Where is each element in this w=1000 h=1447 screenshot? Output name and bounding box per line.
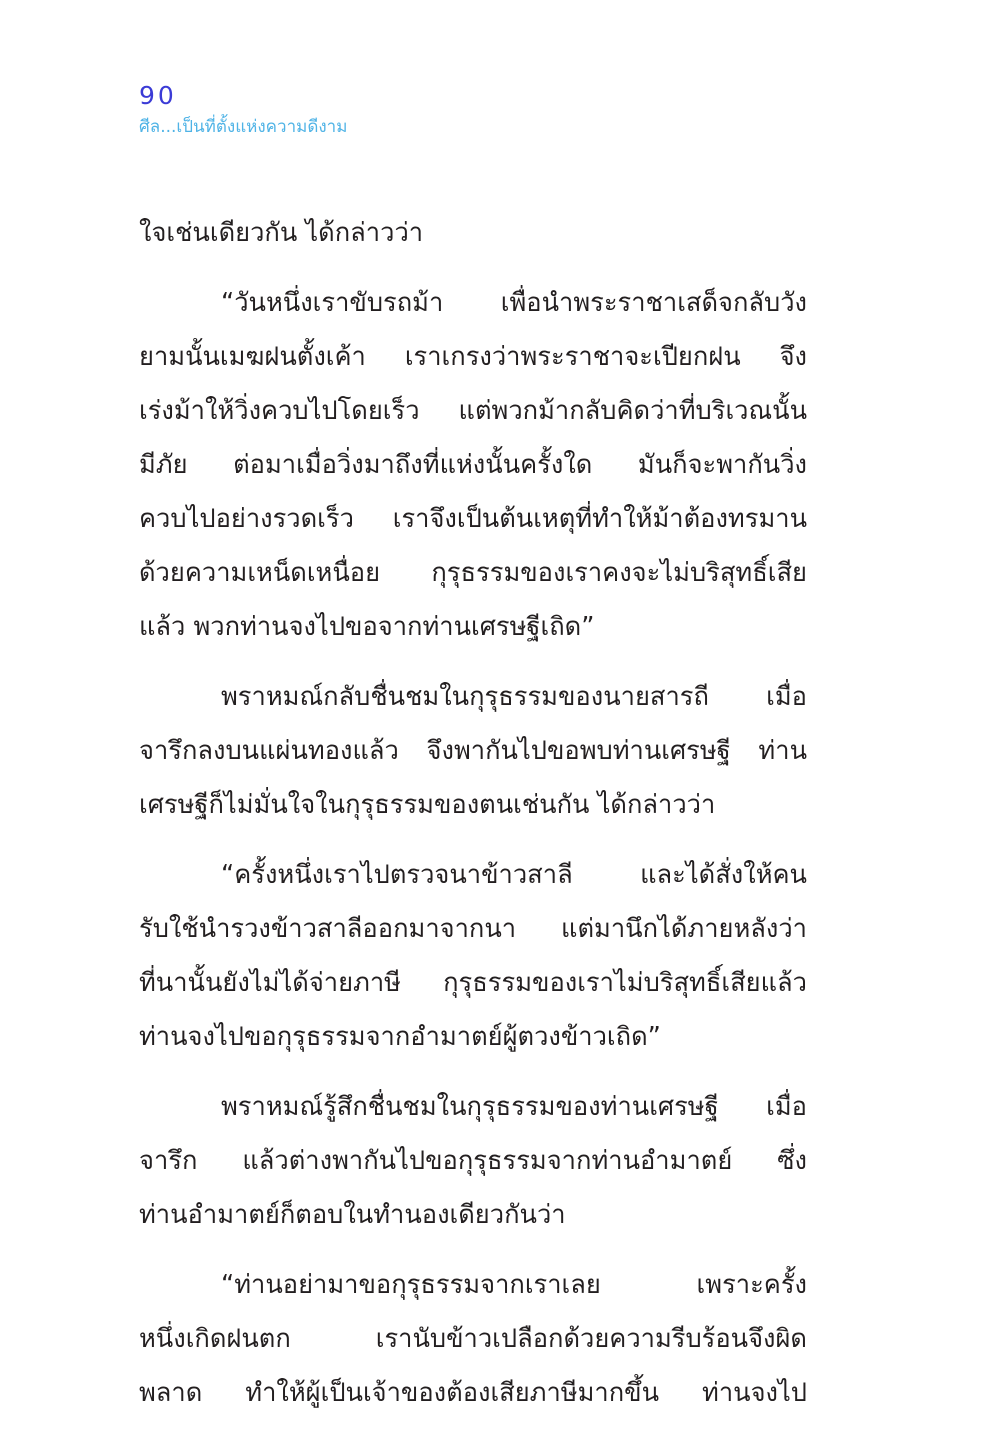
body-text: [139, 206, 807, 1420]
text-line: “ครั้งหนึ่งเราไปตรวจนาข้าวสาลี และได้สั่งให้คน: [221, 860, 807, 890]
text-line: หนึ่งเกิดฝนตก เรานับข้าวเปลือกด้วยความรีบร้อนจึงผิด: [139, 1324, 807, 1354]
running-title: ศีล...เป็นที่ตั้งแห่งความดีงาม: [139, 117, 348, 137]
text-line: ท่านจงไปขอกุรุธรรมจากอำมาตย์ผู้ตวงข้าวเถิด”: [139, 1022, 661, 1052]
text-line: ใจเช่นเดียวกัน ได้กล่าวว่า: [139, 218, 424, 248]
text-line: เศรษฐีก็ไม่มั่นใจในกุรุธรรมของตนเช่นกัน ได้กล่าวว่า: [139, 790, 716, 820]
text-line: “ท่านอย่ามาขอกุรุธรรมจากเราเลย เพราะครั้ง: [221, 1270, 807, 1300]
paragraph: [139, 1080, 807, 1242]
text-line: ควบไปอย่างรวดเร็ว เราจึงเป็นต้นเหตุที่ทำให้ม้าต้องทรมาน: [139, 504, 807, 534]
paragraph: [139, 276, 807, 654]
text-line: ด้วยความเหน็ดเหนื่อย กุรุธรรมของเราคงจะไม่บริสุทธิ์เสีย: [139, 558, 807, 588]
text-line: ยามนั้นเมฆฝนตั้งเค้า เราเกรงว่าพระราชาจะเปียกฝน จึง: [139, 342, 807, 372]
paragraph: [139, 206, 807, 260]
text-line: จารึก แล้วต่างพากันไปขอกุรุธรรมจากท่านอำมาตย์ ซึ่ง: [139, 1146, 807, 1176]
text-line: แล้ว พวกท่านจงไปขอจากท่านเศรษฐีเถิด”: [139, 612, 595, 642]
text-line: ท่านอำมาตย์ก็ตอบในทำนองเดียวกันว่า: [139, 1200, 566, 1230]
text-line: ที่นานั้นยังไม่ได้จ่ายภาษี กุรุธรรมของเราไม่บริสุทธิ์เสียแล้ว: [139, 968, 807, 998]
text-line: พราหมณ์กลับชื่นชมในกุรุธรรมของนายสารถี เมื่อ: [221, 682, 807, 712]
text-line: รับใช้นำรวงข้าวสาลีออกมาจากนา แต่มานึกได้ภายหลังว่า: [139, 914, 807, 944]
page-number: 90: [139, 81, 177, 110]
text-line: พราหมณ์รู้สึกชื่นชมในกุรุธรรมของท่านเศรษฐี เมื่อ: [221, 1092, 807, 1122]
paragraph: [139, 1258, 807, 1420]
paragraph: [139, 848, 807, 1064]
paragraph: [139, 670, 807, 832]
text-line: เร่งม้าให้วิ่งควบไปโดยเร็ว แต่พวกม้ากลับคิดว่าที่บริเวณนั้น: [139, 396, 807, 426]
text-line: “วันหนึ่งเราขับรถม้า เพื่อนำพระราชาเสด็จกลับวัง: [221, 288, 807, 318]
page-header: [139, 80, 347, 140]
text-line: มีภัย ต่อมาเมื่อวิ่งมาถึงที่แห่งนั้นครั้งใด มันก็จะพากันวิ่ง: [139, 450, 807, 480]
text-line: จารึกลงบนแผ่นทองแล้ว จึงพากันไปขอพบท่านเศรษฐี ท่าน: [139, 736, 807, 766]
text-line: พลาด ทำให้ผู้เป็นเจ้าของต้องเสียภาษีมากขึ้น ท่านจงไป: [139, 1378, 807, 1408]
